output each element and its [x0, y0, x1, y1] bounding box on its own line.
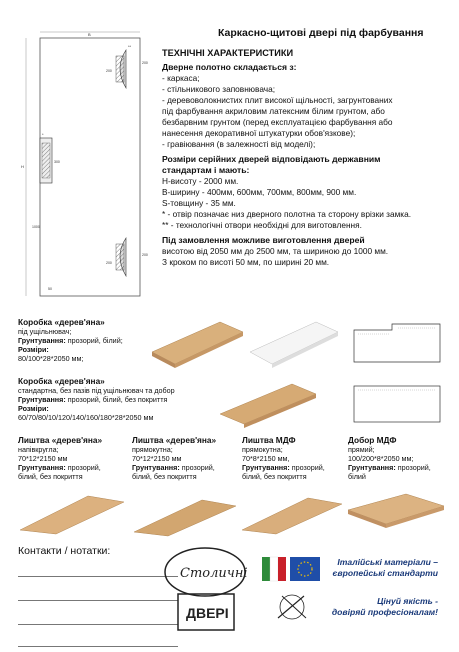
product-primer — [242, 463, 346, 472]
sizes-value: 80/100*28*2050 мм; — [18, 354, 84, 363]
pencil-icon — [272, 590, 312, 624]
product-line: білий — [348, 472, 366, 481]
slogan-line: Італійські матеріали – — [337, 557, 438, 567]
size-item: Н-висоту - 2000 мм. — [162, 176, 239, 186]
composition-heading: Дверне полотно складається з: — [162, 62, 297, 72]
primer-value: прозорий, — [65, 463, 101, 472]
size-item: * - отвір позначає низ дверного полотна та сторону врізки замка. — [162, 209, 412, 219]
product-name: Лиштва МДФ — [242, 435, 296, 445]
box1-wood-photo — [150, 316, 245, 368]
notes-line — [18, 646, 178, 647]
product-primer — [18, 336, 148, 345]
slogan-1 — [322, 557, 438, 579]
product-line: білий, без покриття — [132, 472, 197, 481]
specs-block — [162, 48, 454, 268]
page-title: Каркасно-щитові двері під фарбування — [218, 27, 424, 39]
product-trim-1 — [18, 436, 128, 481]
logo-text: Столичні — [180, 566, 248, 581]
size-item: S-товщину - 35 мм. — [162, 198, 236, 208]
door-drawing — [18, 28, 153, 300]
product-primer — [18, 463, 128, 472]
composition-item: безбарвним грунтом (перед експлуатацією фарбування або — [162, 117, 393, 127]
primer-label: Грунтування: — [18, 395, 66, 404]
product-name: Добор МДФ — [348, 435, 397, 445]
order-item: висотою від 2050 мм до 2500 мм, та шириною до 1000 мм. — [162, 246, 389, 256]
slogan-line: європейські стандарти — [332, 568, 438, 578]
size-item: В-ширину - 400мм, 600мм, 700мм, 800мм, 900 мм. — [162, 187, 357, 197]
product-line: стандартна, без пазів під ущільнювач та добор — [18, 386, 175, 395]
order-item: З кроком по висоті 50 мм, по ширині 20 мм. — [162, 257, 330, 267]
product-line: прямокутна; — [242, 445, 283, 454]
sizes-value: 60/70/80/10/120/140/160/180*28*2050 мм — [18, 413, 154, 422]
sizes-label: Розміри: — [18, 404, 49, 413]
flags-icon — [262, 555, 322, 585]
contacts-label: Контакти / нотатки: — [18, 545, 111, 557]
product-name: Коробка «дерев'яна» — [18, 317, 105, 327]
product-primer — [18, 395, 218, 404]
product-line: під ущільнювач; — [18, 327, 72, 336]
dim-label: 200 — [142, 253, 148, 257]
dim-label: * — [42, 132, 44, 137]
product-name: Лиштва «дерев'яна» — [132, 435, 217, 445]
dobor-photo — [346, 490, 446, 534]
dim-label: 200 — [106, 261, 112, 265]
product-trim-4 — [348, 436, 452, 481]
trim1-photo — [18, 490, 126, 536]
product-line: білий, без покриття — [18, 472, 83, 481]
product-trim-3 — [242, 436, 346, 481]
width-label: В — [88, 32, 91, 37]
height-label: Н — [21, 164, 24, 169]
primer-value: прозорий, — [179, 463, 215, 472]
sizes-heading: Розміри серійних дверей відповідають державним — [162, 154, 381, 164]
product-line: 70*8*2150 мм, — [242, 454, 290, 463]
product-line: прямокутна; — [132, 445, 173, 454]
sizes-heading: стандартам і мають: — [162, 165, 250, 175]
size-item: ** - технологічні отвори необхідні для виготовлення. — [162, 220, 362, 230]
product-primer — [132, 463, 240, 472]
composition-item: - стільникового заповнювача; — [162, 84, 275, 94]
dim-label: 200 — [142, 61, 148, 65]
box2-profile-drawing — [352, 384, 442, 424]
slogan-line: довіряй професіоналам! — [331, 607, 438, 617]
specs-heading: ТЕХНІЧНІ ХАРАКТЕРИСТИКИ — [162, 48, 294, 58]
product-box-2 — [18, 377, 218, 422]
product-name: Лиштва «дерев'яна» — [18, 435, 103, 445]
primer-value: прозорий, — [289, 463, 325, 472]
product-line: білий, без покриття — [242, 472, 307, 481]
box2-wood-photo — [218, 380, 318, 428]
product-line: 100/200*8*2050 мм; — [348, 454, 414, 463]
dim-label: 300 — [54, 160, 60, 164]
dim-label: 1000 — [32, 225, 40, 229]
primer-label: Грунтування: — [18, 336, 66, 345]
primer-label: Грунтування: — [348, 463, 396, 472]
order-heading: Під замовлення можливе виготовлення дверей — [162, 235, 365, 245]
slogan-2 — [316, 596, 438, 618]
product-line: напівкругла; — [18, 445, 59, 454]
primer-value: прозорий, білий, без покриття — [65, 395, 168, 404]
box1-profile-drawing — [352, 322, 442, 364]
composition-item: - деревоволокнистих плит високої щільності, загрунтованих — [162, 95, 393, 105]
composition-item: - каркаса; — [162, 73, 200, 83]
company-logo — [150, 522, 260, 637]
dim-label: ** — [128, 44, 132, 49]
sizes-label: Розміри: — [18, 345, 49, 354]
product-line: 70*12*2150 мм — [132, 454, 182, 463]
primer-label: Грунтування: — [242, 463, 290, 472]
logo-text: ДВЕРІ — [186, 605, 229, 621]
primer-label: Грунтування: — [18, 463, 66, 472]
primer-value: прозорий, — [395, 463, 431, 472]
composition-item: - гравіювання (в залежності від моделі); — [162, 139, 316, 149]
dim-label: 50 — [48, 287, 52, 291]
product-primer — [348, 463, 452, 472]
product-box-1 — [18, 318, 148, 363]
box1-white-photo — [248, 316, 340, 368]
product-name: Коробка «дерев'яна» — [18, 376, 105, 386]
composition-item: під фарбування акриловим латексним білим грунтом, або — [162, 106, 385, 116]
composition-item: нанесення декоративної штукатурки обов'язкове); — [162, 128, 356, 138]
product-line: 70*12*2150 мм — [18, 454, 68, 463]
product-line: прямий; — [348, 445, 375, 454]
primer-label: Грунтування: — [132, 463, 180, 472]
primer-value: прозорий, білий; — [65, 336, 123, 345]
dim-label: 200 — [106, 69, 112, 73]
product-trim-2 — [132, 436, 240, 481]
slogan-line: Цінуй якість - — [377, 596, 438, 606]
